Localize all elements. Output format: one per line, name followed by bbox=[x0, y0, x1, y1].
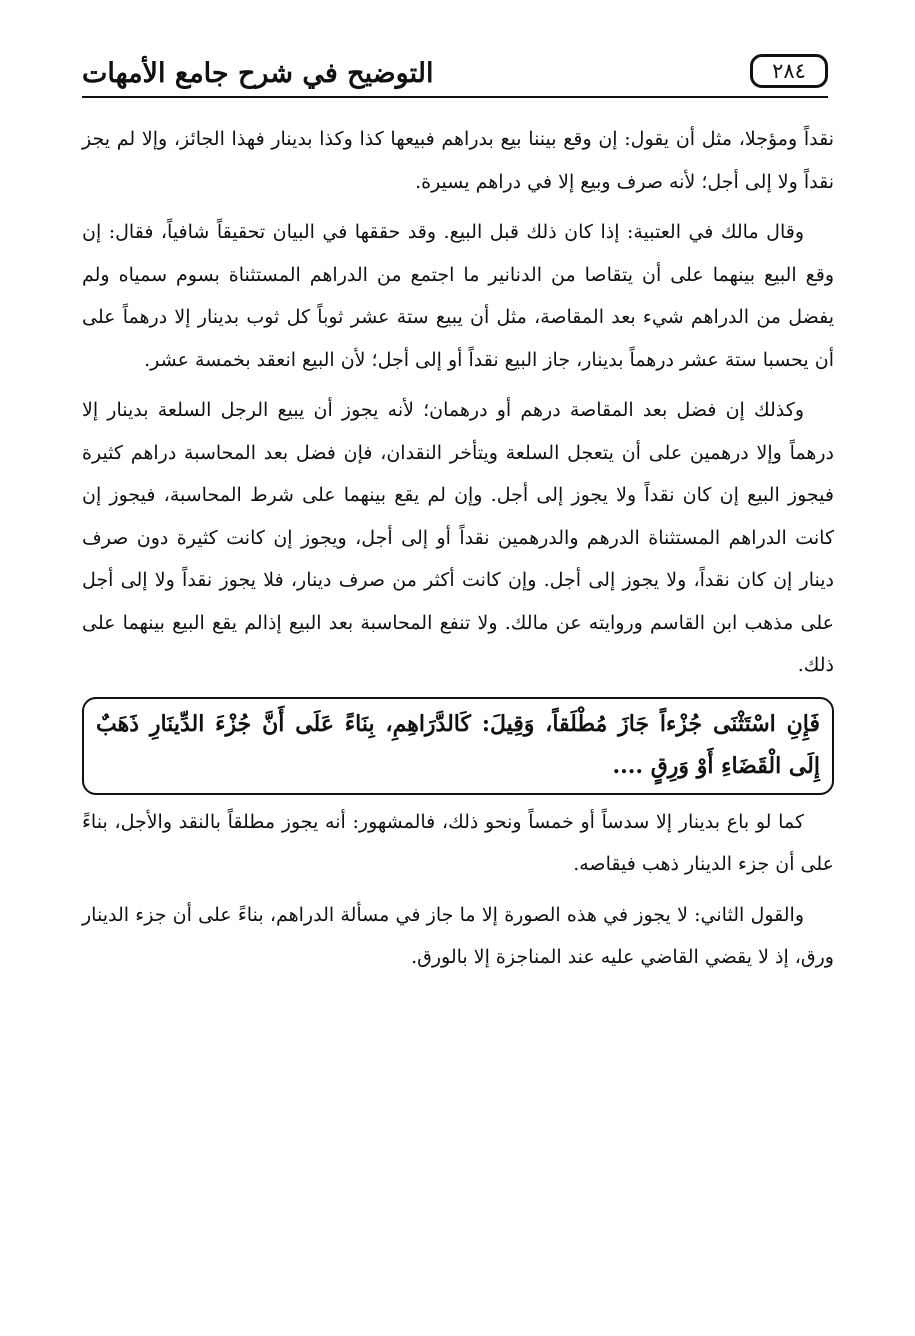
page-number: ٢٨٤ bbox=[750, 54, 828, 88]
paragraph-mashhur: كما لو باع بدينار إلا سدساً أو خمساً ونحو ذلك، فالمشهور: أنه يجوز مطلقاً بالنقد والأجل، بناءً على أن جزء الدينار ذهب فيقاصه. bbox=[82, 810, 834, 875]
paragraph-muqassa: وكذلك إن فضل بعد المقاصة درهم أو درهمان؛ لأنه يجوز أن يبيع الرجل السلعة بدينار إلا درهماً وإلا درهمين على أن يتعجل السلعة ويتأخر النقدان، فإن فضل بعد المحاسبة دراهم كثيرة فيجوز البيع إن كان نقداً ولا يجوز إلى أجل. وإن لم يقع بينهما على شرط المحاسبة، فيجوز إن كانت الدراهم المستثناة الدرهم والدرهمين نقداً أو إلى أجل، ويجوز إن كانت كثيرة دون صرف دينار إن كان نقداً، ولا يجوز إلى أجل. وإن كانت أكثر من صرف دينار، فلا يجوز نقداً ولا إلى أجل على مذهب ابن القاسم وروايته عن مالك. ولا تنفع المحاسبة بعد البيع إذالم يقع البيع بينهما على ذلك. bbox=[82, 399, 834, 676]
paragraph-malik-utbiyya: وقال مالك في العتبية: إذا كان ذلك قبل البيع. وقد حققها في البيان تحقيقاً شافياً، فقال: إن وقع البيع بينهما على أن يتقاصا من الدنانير ما اجتمع من الدراهم المستثناة بسوم سمياه ولم يفضل من الدراهم شيء بعد المقاصة، مثل أن يبيع ستة عشر ثوباً كل ثوب بدينار إلا درهماً على أن يحسبا ستة عشر درهماً بدينار، جاز البيع نقداً أو إلى أجل؛ لأن البيع انعقد بخمسة عشر. bbox=[82, 221, 834, 371]
paragraph-continuation: نقداً ومؤجلا، مثل أن يقول: إن وقع بيننا بيع بدراهم فبيعها كذا وكذا بدينار فهذا الجائز، وإلا لم يجز نقداً ولا إلى أجل؛ لأنه صرف وبيع إلا في دراهم يسيرة. bbox=[82, 128, 834, 193]
page-header bbox=[82, 52, 828, 100]
paragraph-second-opinion: والقول الثاني: لا يجوز في هذه الصورة إلا ما جاز في مسألة الدراهم، بناءً على أن جزء الدينار ورق، إذ لا يقضي القاضي عليه عند المناجزة إلا بالورق. bbox=[82, 903, 834, 968]
header-rule bbox=[82, 96, 828, 98]
running-title: التوضيح في شرح جامع الأمهات bbox=[82, 58, 434, 89]
matn-box: فَإِنِ اسْتَثْنَى جُزْءاً جَازَ مُطْلَقاً، وَقِيلَ: كَالدَّرَاهِمِ، بِنَاءً عَلَى أَنَّ جُزْءَ الدِّينَارِ ذَهَبٌ إِلَى الْقَضَاءِ أَوْ وَرِقٍ .... bbox=[82, 697, 834, 795]
body-text bbox=[82, 118, 834, 979]
